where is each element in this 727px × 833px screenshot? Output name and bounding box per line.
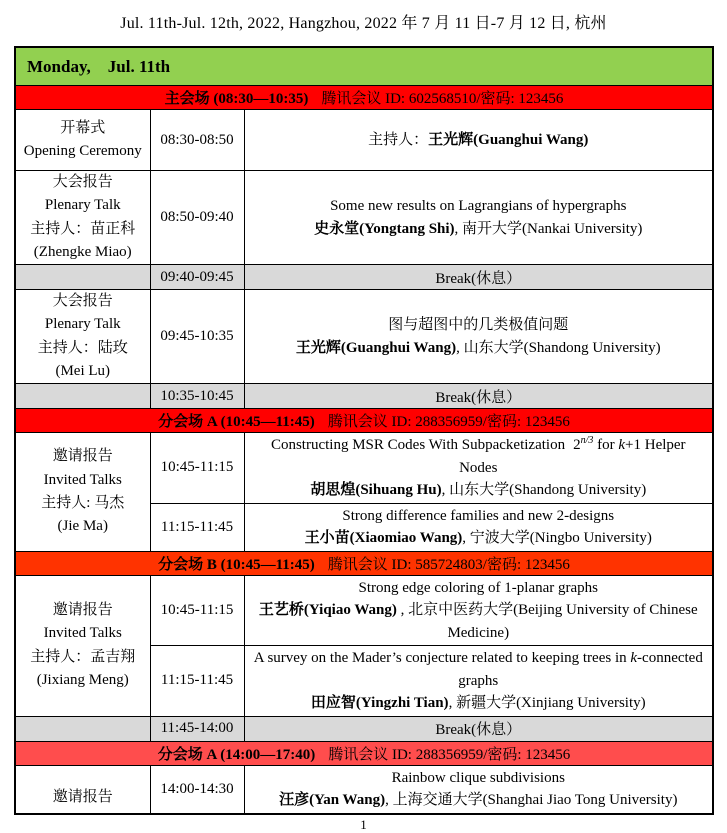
talk-title: Some new results on Lagrangians of hypergraphs [330, 198, 627, 214]
time-cell: 09:45-10:35 [150, 290, 244, 384]
label-line: Invited Talks [43, 625, 122, 642]
plenary-1-label [15, 171, 150, 265]
session-b-talk-1-row [15, 575, 713, 646]
formula-superscript: n/3 [580, 435, 594, 446]
formula [573, 437, 593, 453]
talk-speaker-line [251, 218, 707, 241]
day-banner: Monday, Jul. 11th [15, 47, 713, 86]
talk-speaker-line [251, 527, 707, 550]
speaker-name: 王艺桥(Yiqiao Wang) [258, 602, 397, 618]
session-b-label [15, 575, 150, 716]
session-b-talk-1-cell [244, 575, 713, 646]
speaker-affiliation: , 上海交通大学(Shanghai Jiao Tong University) [385, 792, 678, 808]
speaker-name: 王光辉(Guanghui Wang) [295, 339, 457, 356]
speaker-affiliation: , 山东大学(Shandong University) [441, 482, 647, 498]
break-label: Break(休息） [244, 265, 713, 290]
session-a-afternoon-banner-row [15, 741, 713, 765]
time-cell: 11:15-11:45 [150, 646, 244, 717]
label-line: 主持人：陆玫 [37, 339, 128, 356]
talk-speaker-line [251, 479, 707, 502]
title-text: for [593, 437, 619, 453]
label-line: 主持人：孟吉翔 [30, 648, 136, 665]
title-text: Constructing MSR Codes With Subpacketization [270, 437, 566, 453]
schedule-table [14, 46, 714, 815]
main-session-banner [15, 86, 713, 110]
talk-title: 图与超图中的几类极值问题 [388, 317, 569, 333]
speaker-affiliation: , 北京中医药大学(Beijing University of Chinese Medicine) [396, 602, 698, 641]
session-b-talk-2-cell [244, 646, 713, 717]
title-italic-k: k [630, 650, 638, 666]
title-text: -connected graphs [458, 650, 703, 689]
label-line: 开幕式 [60, 119, 106, 136]
speaker-name: 田应智(Yingzhi Tian) [310, 695, 449, 711]
title-text: +1 Helper Nodes [459, 437, 686, 476]
label-line: 邀请报告 [52, 602, 113, 618]
talk-speaker-line [251, 692, 707, 715]
label-line: 邀请报告 [52, 789, 113, 806]
label-line: 邀请报告 [52, 448, 113, 465]
talk-speaker-line [251, 337, 707, 360]
break-empty-cell [15, 384, 150, 409]
main-session-banner-row [15, 86, 713, 110]
session-b-banner [15, 551, 713, 575]
talk-speaker-line [251, 599, 707, 644]
label-line: Invited Talks [43, 471, 122, 488]
session-a-afternoon-banner [15, 741, 713, 765]
speaker-name: 胡思煌(Sihuang Hu) [310, 482, 442, 498]
session-a-label [15, 433, 150, 552]
plenary-talk-1-row [15, 171, 713, 265]
banner-meeting-info: 腾讯会议 ID: 585724803/密码: 123456 [327, 556, 570, 573]
talk-title [251, 647, 707, 692]
plenary-talk-2-row [15, 290, 713, 384]
speaker-affiliation: , 新疆大学(Xinjiang University) [448, 695, 646, 711]
session-a-afternoon-talk-1-cell [244, 765, 713, 814]
chair-name: 王光辉(Guanghui Wang) [428, 131, 589, 148]
banner-meeting-info: 腾讯会议 ID: 288356959/密码: 123456 [327, 414, 570, 430]
label-line: 主持人：苗正科 [30, 220, 136, 237]
label-line: (Jixiang Meng) [36, 671, 129, 688]
plenary-1-talk-cell [244, 171, 713, 265]
label-line: 主持人: 马杰 [41, 494, 125, 511]
break-label: Break(休息） [244, 384, 713, 409]
session-a-talk-1-row [15, 433, 713, 504]
session-a-afternoon-label [15, 765, 150, 814]
break-row [15, 265, 713, 290]
banner-meeting-info: 腾讯会议 ID: 602568510/密码: 123456 [321, 91, 564, 107]
session-a-banner [15, 409, 713, 433]
break-empty-cell [15, 265, 150, 290]
banner-meeting-info: 腾讯会议 ID: 288356959/密码: 123456 [328, 746, 571, 763]
time-cell: 14:00-14:30 [150, 765, 244, 814]
speaker-name: 王小苗(Xiaomiao Wang) [304, 530, 463, 546]
session-a-banner-row [15, 409, 713, 433]
session-a-talk-2-cell [244, 503, 713, 551]
label-line: Opening Ceremony [23, 143, 142, 159]
day-banner-row [15, 47, 713, 86]
time-cell: 09:40-09:45 [150, 265, 244, 290]
plenary-2-talk-cell [244, 290, 713, 384]
formula-base: 2 [573, 437, 581, 453]
page-number: 1 [360, 816, 367, 832]
talk-title [251, 434, 707, 479]
time-cell: 10:35-10:45 [150, 384, 244, 409]
label-line: 大会报告 [52, 174, 113, 190]
time-cell: 11:15-11:45 [150, 503, 244, 551]
talk-title: Strong edge coloring of 1-planar graphs [358, 579, 599, 596]
opening-ceremony-label [15, 110, 150, 171]
speaker-affiliation: , 山东大学(Shandong University) [456, 339, 661, 356]
session-a-talk-1-cell [244, 433, 713, 504]
opening-chair-cell [244, 110, 713, 171]
time-cell: 11:45-14:00 [150, 716, 244, 741]
break-row [15, 384, 713, 409]
label-line: Plenary Talk [44, 197, 121, 214]
time-cell: 10:45-11:15 [150, 575, 244, 646]
speaker-affiliation: , 宁波大学(Ningbo University) [462, 530, 652, 546]
talk-title: Strong difference families and new 2-designs [342, 507, 615, 524]
banner-session-title: 分会场 B (10:45—11:45) [158, 556, 315, 573]
label-line: (Zhengke Miao) [33, 243, 132, 260]
break-row [15, 716, 713, 741]
title-text: A survey on the Mader’s conjecture related to keeping trees in [253, 650, 631, 666]
plenary-2-label [15, 290, 150, 384]
break-empty-cell [15, 716, 150, 741]
label-line: Plenary Talk [44, 316, 121, 333]
banner-session-title: 分会场 A (14:00—17:40) [157, 746, 316, 763]
time-cell: 08:30-08:50 [150, 110, 244, 171]
opening-ceremony-row [15, 110, 713, 171]
speaker-name: 史永堂(Yongtang Shi) [314, 220, 455, 237]
label-line: 大会报告 [52, 293, 113, 309]
speaker-affiliation: , 南开大学(Nankai University) [454, 220, 643, 237]
talk-speaker-line [251, 789, 707, 812]
time-cell: 10:45-11:15 [150, 433, 244, 504]
session-a-afternoon-talk-1-row [15, 765, 713, 814]
label-line: (Mei Lu) [55, 362, 111, 379]
label-line: (Jie Ma) [57, 518, 108, 534]
session-b-banner-row [15, 551, 713, 575]
talk-title: Rainbow clique subdivisions [391, 769, 565, 786]
banner-session-title: 分会场 A (10:45—11:45) [158, 414, 315, 430]
banner-session-title: 主会场 (08:30—10:35) [164, 91, 309, 107]
break-label: Break(休息） [244, 716, 713, 741]
document-title: Jul. 11th-Jul. 12th, 2022, Hangzhou, 2022 年 7 月 11 日-7 月 12 日, 杭州 [120, 15, 607, 32]
speaker-name: 汪彦(Yan Wang) [279, 792, 386, 808]
time-cell: 08:50-09:40 [150, 171, 244, 265]
title-italic-k: k [618, 437, 626, 453]
chair-prefix: 主持人： [368, 131, 429, 148]
